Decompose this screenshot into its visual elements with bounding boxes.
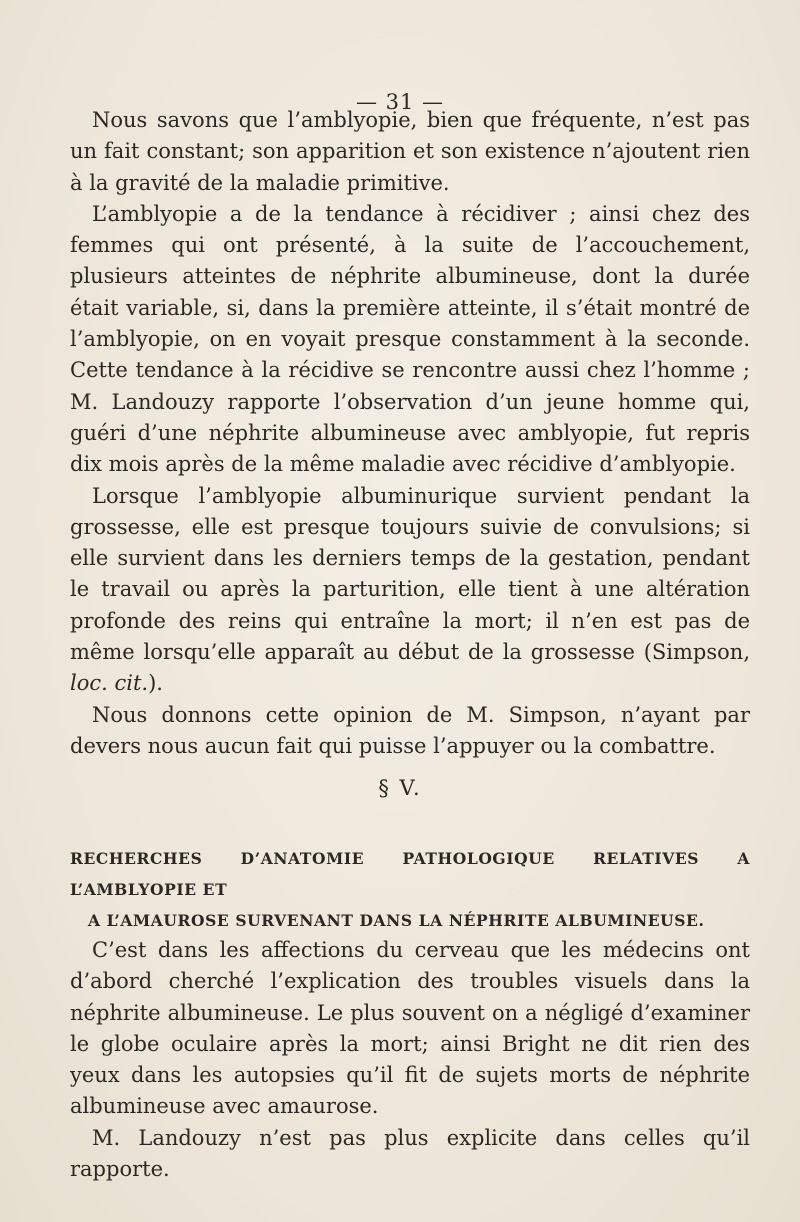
citation-closing: ). (148, 671, 163, 696)
body-text-top (70, 105, 750, 762)
paragraph-5: C’est dans les affections du cerveau que les médecins ont d’abord cherché l’explication des troubles visuels dans la néphrite albumineuse. Le plus souvent on a négligé d’examiner le globe oculaire après la mort; ainsi Bright ne dit rien des yeux dans les autopsies qu’il fit de sujets morts de néphrite albumineuse avec amaurose. (70, 938, 750, 1119)
section-mark: § V. (378, 776, 422, 800)
paragraph-1: Nous savons que l’amblyopie, bien que fréquente, n’est pas un fait constant; son apparition et son existence n’ajoutent rien à la gravité de la maladie primitive. (70, 108, 750, 195)
paragraph-3 (70, 481, 750, 700)
page-number: — 31 — (355, 90, 445, 114)
paragraph-4: Nous donnons cette opinion de M. Simpson, n’ayant par devers nous aucun fait qui puisse l’appuyer ou la combattre. (70, 702, 750, 758)
paragraph-6: M. Landouzy n’est pas plus explicite dans celles qu’il rapporte. (70, 1125, 750, 1182)
paragraph-3-text: Lorsque l’amblyopie albuminurique survient pendant la grossesse, elle est presque toujours suivie de convulsions; si elle survient dans les derniers temps de la gestation, pendant le travail ou après la parturition, elle tient à une altération profonde des reins qui entraîne la mort; il n’en est pas de même lorsqu’elle apparaît au début de la grossesse (Simpson, (70, 483, 750, 665)
paragraph-2: L’amblyopie a de la tendance à récidiver ; ainsi chez des femmes qui ont présenté, à la suite de l’accouchement, plusieurs atteintes de néphrite albumineuse, dont la durée était variable, si, dans la première atteinte, il s’était montré de l’amblyopie, on en voyait presque constamment à la seconde. Cette tendance à la récidive se rencontre aussi chez l’homme ; M. Landouzy rapporte l’observation d’un jeune homme qui, guéri d’une néphrite albumineuse avec amblyopie, fut repris dix mois après de la même maladie avec récidive d’amblyopie. (70, 201, 750, 477)
section-heading-line-1: RECHERCHES D’ANATOMIE PATHOLOGIQUE RELATIVES A L’AMBLYOPIE ET (70, 849, 750, 899)
section-heading (70, 843, 750, 936)
body-text-bottom (70, 935, 750, 1185)
section-heading-line-2: A L’AMAUROSE SURVENANT DANS LA NÉPHRITE ALBUMINEUSE. (88, 911, 705, 930)
citation-loc-cit: loc. cit. (70, 671, 149, 696)
